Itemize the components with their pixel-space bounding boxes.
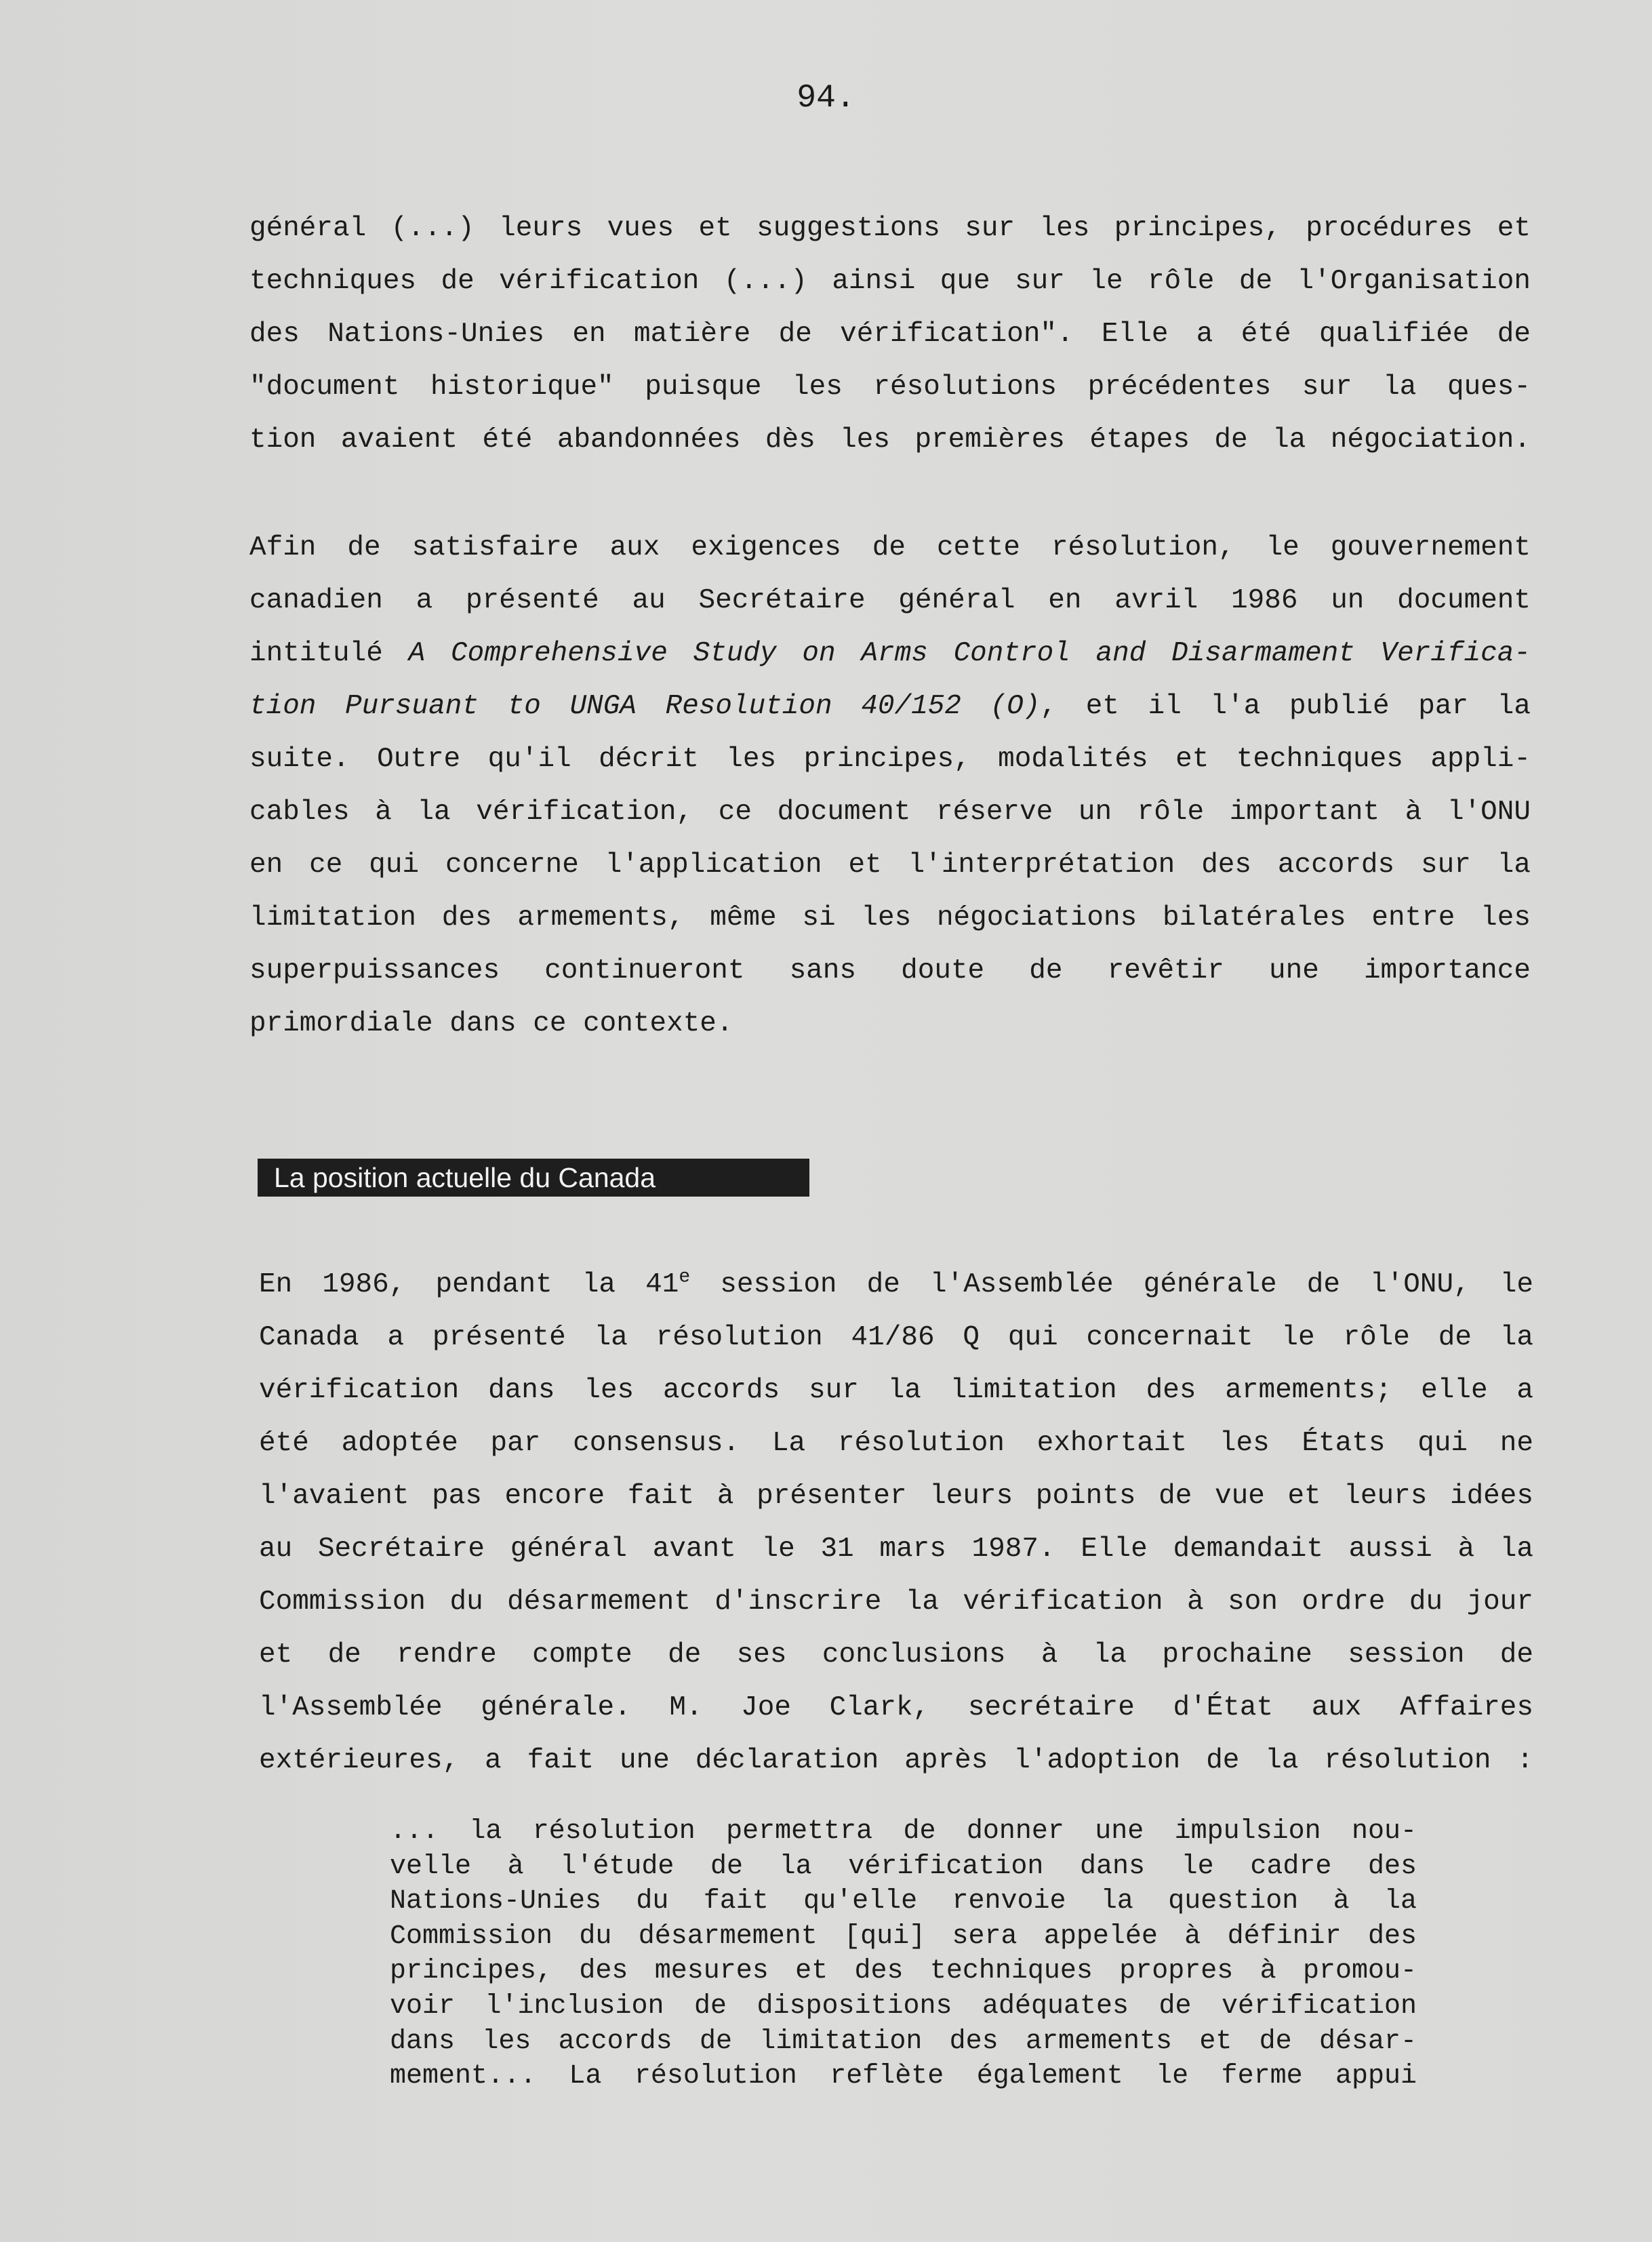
superscript: e: [679, 1266, 691, 1288]
text-line: [259, 1258, 1533, 1311]
quote-line: mement... La résolution reflète également le ferme appui: [390, 2061, 1417, 2092]
text-line: extérieures, a fait une déclaration après l'adoption de la résolution :: [259, 1745, 1533, 1776]
text-run: En 1986, pendant la 41: [259, 1269, 679, 1300]
quote-line: voir l'inclusion de dispositions adéquates de vérification: [390, 1990, 1417, 2022]
text-line: cables à la vérification, ce document réserve un rôle important à l'ONU: [249, 797, 1531, 828]
text-line: [249, 680, 1531, 733]
text-line: limitation des armements, même si les négociations bilatérales entre les: [249, 902, 1531, 934]
text-line: superpuissances continueront sans doute de revêtir une importance: [249, 955, 1531, 986]
quote-line: Nations-Unies du fait qu'elle renvoie la question à la: [390, 1886, 1417, 1917]
text-line: été adoptée par consensus. La résolution exhortait les États qui ne: [259, 1428, 1533, 1459]
paragraph-2: [249, 521, 1531, 1050]
text-line: tion avaient été abandonnées dès les premières étapes de la négociation.: [249, 424, 1531, 456]
quote-line: velle à l'étude de la vérification dans le cadre des: [390, 1851, 1417, 1882]
report-title-italic: tion Pursuant to UNGA Resolution 40/152 (O): [249, 691, 1041, 722]
text-line: des Nations-Unies en matière de vérification". Elle a été qualifiée de: [249, 319, 1531, 350]
block-quote: [390, 1814, 1417, 2094]
text-line: techniques de vérification (...) ainsi que sur le rôle de l'Organisation: [249, 266, 1531, 297]
section-heading: La position actuelle du Canada: [258, 1159, 809, 1197]
text-line: primordiale dans ce contexte.: [249, 1008, 733, 1039]
quote-line: ... la résolution permettra de donner une impulsion nou-: [390, 1816, 1417, 1847]
text-line: vérification dans les accords sur la limitation des armements; elle a: [259, 1375, 1533, 1406]
text-line: Commission du désarmement d'inscrire la vérification à son ordre du jour: [259, 1586, 1533, 1618]
text-run: , et il l'a publié par la: [1040, 691, 1531, 722]
text-line: canadien a présenté au Secrétaire général en avril 1986 un document: [249, 585, 1531, 616]
text-line: au Secrétaire général avant le 31 mars 1987. Elle demandait aussi à la: [259, 1534, 1533, 1565]
page-number: 94.: [797, 80, 855, 117]
report-title-italic: A Comprehensive Study on Arms Control and Disarmament Verifica-: [408, 638, 1531, 669]
quote-line: dans les accords de limitation des armements et de désar-: [390, 2026, 1417, 2057]
text-line: [249, 627, 1531, 680]
quote-line: Commission du désarmement [qui] sera appelée à définir des: [390, 1921, 1417, 1952]
text-line: suite. Outre qu'il décrit les principes, modalités et techniques appli-: [249, 744, 1531, 775]
text-line: l'avaient pas encore fait à présenter leurs points de vue et leurs idées: [259, 1481, 1533, 1512]
quote-line: principes, des mesures et des techniques propres à promou-: [390, 1956, 1417, 1987]
text-run: session de l'Assemblée générale de l'ONU, le: [690, 1269, 1533, 1300]
text-line: l'Assemblée générale. M. Joe Clark, secrétaire d'État aux Affaires: [259, 1692, 1533, 1723]
text-line: Canada a présenté la résolution 41/86 Q qui concernait le rôle de la: [259, 1322, 1533, 1353]
text-line: et de rendre compte de ses conclusions à la prochaine session de: [259, 1639, 1533, 1670]
paragraph-1: [249, 202, 1531, 466]
paragraph-3: [259, 1258, 1533, 1787]
text-line: en ce qui concerne l'application et l'interprétation des accords sur la: [249, 849, 1531, 881]
text-line: général (...) leurs vues et suggestions sur les principes, procédures et: [249, 213, 1531, 244]
text-run: intitulé: [249, 638, 409, 669]
text-line: "document historique" puisque les résolutions précédentes sur la ques-: [249, 372, 1531, 403]
text-line: Afin de satisfaire aux exigences de cette résolution, le gouvernement: [249, 532, 1531, 563]
